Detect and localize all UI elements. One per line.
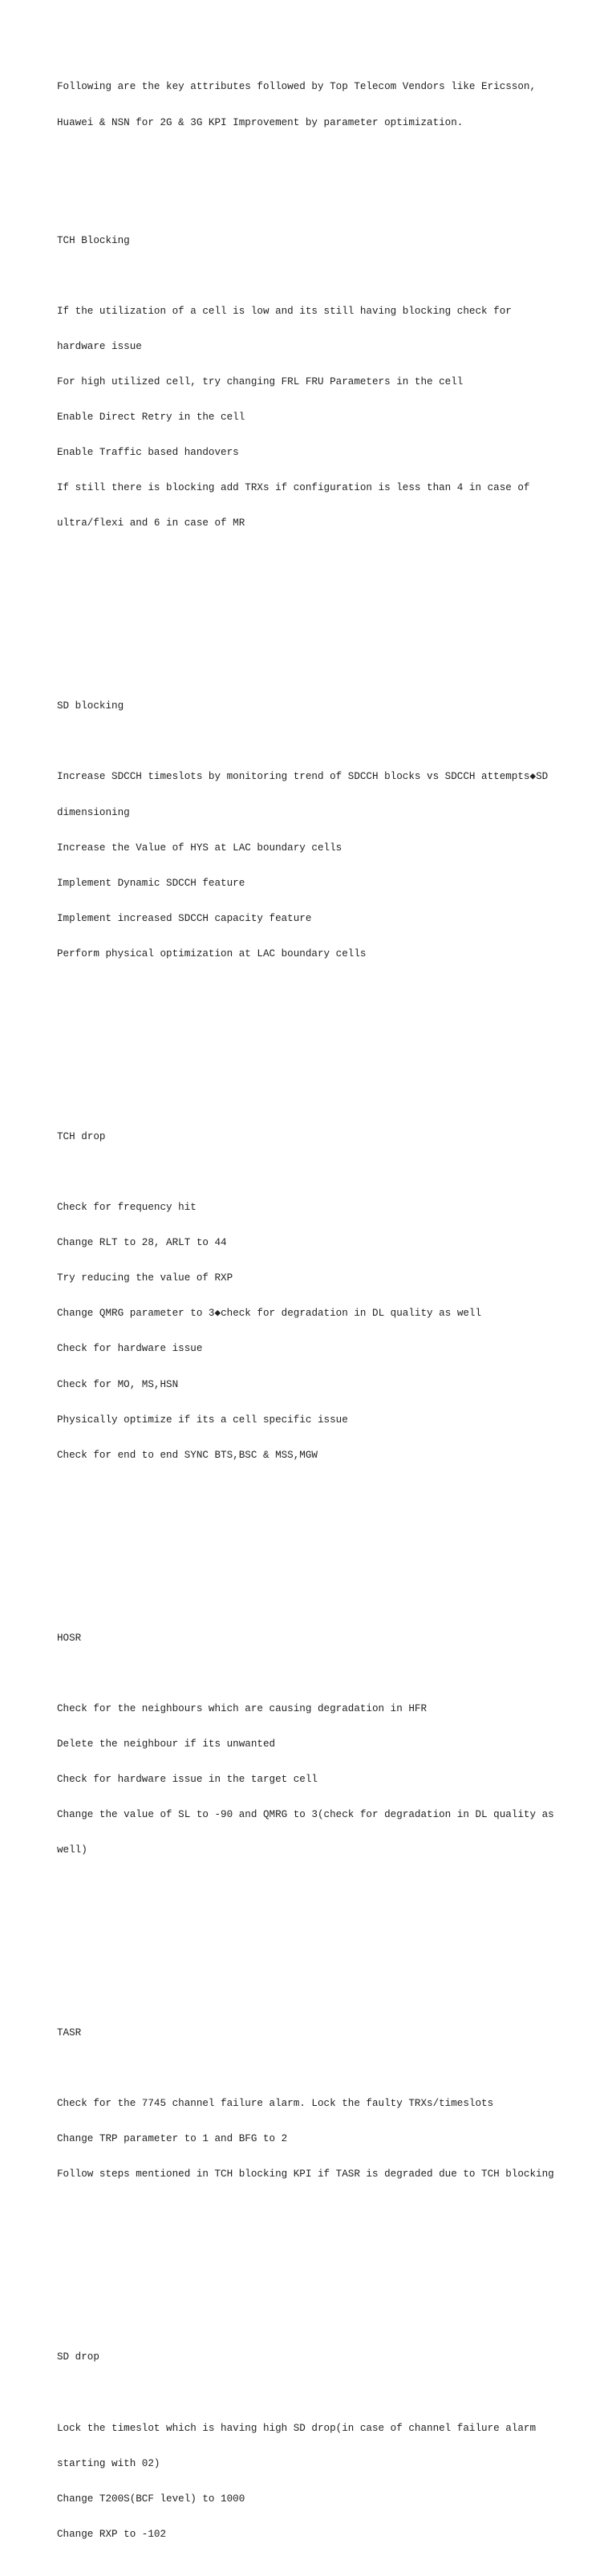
section-heading: TCH drop — [57, 1130, 106, 1142]
list-item: Try reducing the value of RXP — [57, 1272, 233, 1284]
list-item: Change the value of SL to -90 and QMRG to 3(check for degradation in DL quality as — [57, 1809, 554, 1821]
section-heading: HOSR — [57, 1632, 82, 1644]
section-sd-drop — [57, 2328, 562, 2564]
list-item: Perform physical optimization at LAC boundary cells — [57, 947, 367, 959]
list-item: hardware issue — [57, 340, 142, 352]
list-item: Delete the neighbour if its unwanted — [57, 1738, 276, 1750]
list-item: Check for the 7745 channel failure alarm. Lock the faulty TRXs/timeslots — [57, 2098, 494, 2110]
section-heading: SD drop — [57, 2351, 99, 2363]
list-item: Increase SDCCH timeslots by monitoring trend of SDCCH blocks vs SDCCH attempts◆SD — [57, 771, 549, 783]
list-item: starting with 02) — [57, 2457, 160, 2469]
list-item: dimensioning — [57, 806, 130, 818]
list-item: Check for hardware issue in the target cell — [57, 1774, 318, 1786]
intro-line: Huawei & NSN for 2G & 3G KPI Improvement by parameter optimization. — [57, 116, 464, 128]
section-hosr — [57, 1608, 562, 1880]
list-item: Implement Dynamic SDCCH feature — [57, 877, 245, 889]
list-item: Change QMRG parameter to 3◆check for degradation in DL quality as well — [57, 1308, 482, 1320]
document-body — [57, 58, 562, 2576]
list-item: Check for hardware issue — [57, 1343, 203, 1355]
list-item: Change RXP to -102 — [57, 2528, 167, 2540]
list-item: Check for end to end SYNC BTS,BSC & MSS,MGW — [57, 1449, 318, 1461]
list-item: Check for frequency hit — [57, 1202, 197, 1213]
list-item: If still there is blocking add TRXs if configuration is less than 4 in case of — [57, 482, 530, 494]
list-item: For high utilized cell, try changing FRL FRU Parameters in the cell — [57, 375, 464, 387]
list-item: Follow steps mentioned in TCH blocking KPI if TASR is degraded due to TCH blocking — [57, 2168, 554, 2180]
section-tch-blocking — [57, 211, 562, 553]
section-heading: TASR — [57, 2027, 82, 2039]
list-item: ultra/flexi and 6 in case of MR — [57, 517, 245, 529]
list-item: well) — [57, 1844, 87, 1856]
list-item: Enable Traffic based handovers — [57, 447, 239, 459]
list-item: If the utilization of a cell is low and its still having blocking check for — [57, 305, 512, 317]
list-item: Implement increased SDCCH capacity feature — [57, 912, 312, 924]
section-tasr — [57, 2004, 562, 2205]
section-heading: TCH Blocking — [57, 234, 130, 246]
list-item: Check for the neighbours which are causing degradation in HFR — [57, 1702, 428, 1714]
section-sd-blocking — [57, 677, 562, 984]
list-item: Increase the Value of HYS at LAC boundary cells — [57, 842, 342, 854]
list-item: Lock the timeslot which is having high SD drop(in case of channel failure alarm — [57, 2422, 537, 2434]
intro-line: Following are the key attributes followed by Top Telecom Vendors like Ericsson, — [57, 81, 537, 93]
list-item: Enable Direct Retry in the cell — [57, 412, 245, 424]
list-item: Change RLT to 28, ARLT to 44 — [57, 1237, 227, 1249]
list-item: Physically optimize if its a cell specific issue — [57, 1414, 348, 1426]
section-tch-drop — [57, 1107, 562, 1484]
list-item: Change T200S(BCF level) to 1000 — [57, 2493, 245, 2505]
section-heading: SD blocking — [57, 700, 124, 712]
list-item: Check for MO, MS,HSN — [57, 1378, 179, 1390]
list-item: Change TRP parameter to 1 and BFG to 2 — [57, 2133, 288, 2145]
